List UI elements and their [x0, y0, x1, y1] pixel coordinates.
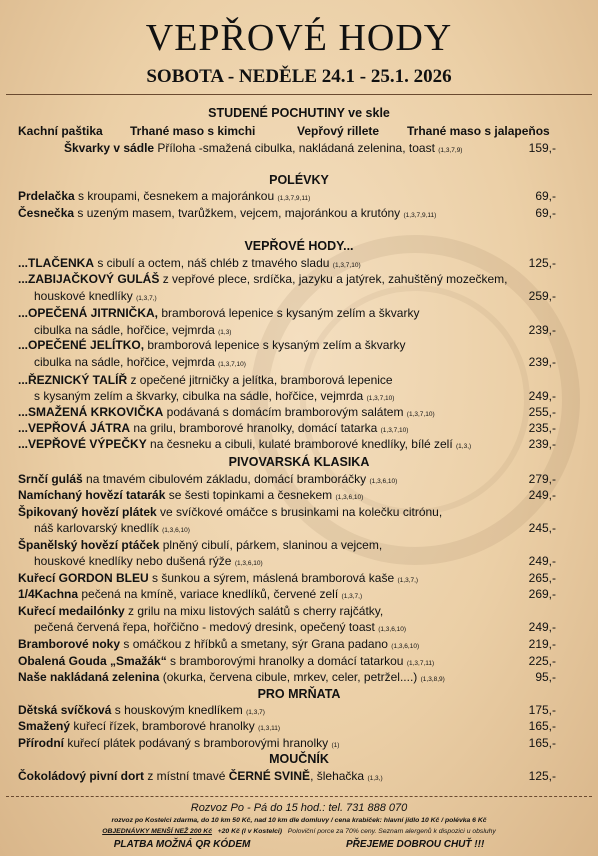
menu-item: Prdelačka s kroupami, česnekem a majoránkou (1,3,7,9,11)	[18, 189, 311, 203]
price: 239,-	[528, 323, 556, 337]
price: 95,-	[535, 670, 556, 684]
price: 239,-	[528, 437, 556, 451]
footer-delivery-terms: rozvoz po Kostelci zdarma, do 10 km 50 Kč, nad 10 km dle domluvy / cena krabiček: hlavní jídlo 10 Kč / polévka 6 Kč	[111, 817, 487, 824]
menu-item: Namíchaný hovězí tatarák se šesti topinkami a česnekem (1,3,6,10)	[18, 488, 364, 502]
cold-item: Kachní paštika	[18, 124, 103, 138]
price: 159,-	[528, 141, 556, 155]
price: 255,-	[528, 405, 556, 419]
menu-item: 1/4Kachna pečená na kmíně, variace knedlíků, červené zelí (1,3,7,)	[18, 587, 363, 601]
price: 165,-	[528, 719, 556, 733]
price: 269,-	[528, 587, 556, 601]
section-heading-brewery: PIVOVARSKÁ KLASIKA	[228, 455, 370, 469]
footer-notes: OBJEDNÁVKY MENŠÍ NEŽ 200 Kč +20 Kč (l v Kostelci) Poloviční porce za 70% ceny. Seznam alergenů k dispozici u obsluhy	[102, 828, 496, 835]
price: 69,-	[535, 189, 556, 203]
menu-item: ...ZABIJAČKOVÝ GULÁŠ z vepřové plece, srdíčka, jazyku a jatýrek, zahuštěný mozečkem,	[18, 272, 508, 286]
menu-item: ...ŘEZNICKÝ TALÍŘ z opečené jitrničky a jelítka, bramborová lepenice	[18, 373, 393, 387]
cold-item: Trhané maso s kimchi	[130, 124, 256, 138]
menu-item: Čokoládový pivní dort z místní tmavé ČERNÉ SVINĚ, šlehačka (1,3,)	[18, 769, 383, 783]
menu-item: Kuřecí GORDON BLEU s šunkou a sýrem, máslená bramborová kaše (1,3,7,)	[18, 571, 419, 585]
menu-item: Naše nakládaná zelenina (okurka, červena cibule, mrkev, celer, petržel....) (1,3,8,9)	[18, 670, 445, 684]
divider	[6, 94, 592, 95]
menu-item-cont: houskové knedlíky (1,3,7,)	[34, 289, 157, 303]
menu-item: ...SMAŽENÁ KRKOVIČKA podávaná s domácím bramborovým salátem (1,3,7,10)	[18, 405, 435, 419]
menu-item: Bramborové noky s omáčkou z hříbků a smetany, sýr Grana padano (1,3,6,10)	[18, 637, 420, 651]
footer-bottom: PLATBA MOŽNÁ QR KÓDEM PŘEJEME DOBROU CHUŤ !!!	[113, 839, 485, 850]
menu-item: ...TLAČENKA s cibulí a octem, náš chléb z tmavého sladu (1,3,7,10)	[18, 256, 361, 270]
cold-item: Trhané maso s jalapeňos	[407, 124, 550, 138]
menu-title: VEPŘOVÉ HODY	[145, 17, 453, 59]
menu-item: Obalená Gouda „Smažák“ s bramborovými hranolky a domácí tatarkou (1,3,7,11)	[18, 654, 435, 668]
menu-item-cont: cibulka na sádle, hořčice, vejmrda (1,3,7,10)	[34, 355, 246, 369]
price: 239,-	[528, 355, 556, 369]
price: 265,-	[528, 571, 556, 585]
menu-item-cont: pečená červená řepa, hořčično - medový dresink, opečený toast (1,3,6,10)	[34, 620, 407, 634]
menu-item-cont: s kysaným zelím a škvarky, cibulka na sádle, hořčice, vejmrda (1,3,7,10)	[34, 389, 395, 403]
price: 235,-	[528, 421, 556, 435]
price: 175,-	[528, 703, 556, 717]
price: 165,-	[528, 736, 556, 750]
price: 249,-	[528, 554, 556, 568]
price: 249,-	[528, 488, 556, 502]
price: 125,-	[528, 256, 556, 270]
menu-item: Dětská svíčková s houskovým knedlíkem (1,3,7)	[18, 703, 265, 717]
menu-item: Španělský hovězí ptáček plněný cibulí, párkem, slaninou a vejcem,	[18, 538, 383, 552]
menu-item: Smažený kuřecí řízek, bramborové hranolky (1,3,11)	[18, 719, 281, 733]
menu-item-cont: houskové knedlíky nebo dušená rýže (1,3,6,10)	[34, 554, 263, 568]
price: 125,-	[528, 769, 556, 783]
section-heading-dessert: MOUČNÍK	[269, 752, 329, 766]
section-heading-soups: POLÉVKY	[269, 173, 329, 187]
menu-item-cont: náš karlovarský knedlík (1,3,6,10)	[34, 521, 190, 535]
price: 225,-	[528, 654, 556, 668]
section-heading-kids: PRO MRŇATA	[257, 687, 341, 701]
menu-item: Špikovaný hovězí plátek ve svíčkové omáčce s brusinkami na kolečku citrónu,	[18, 505, 443, 519]
cold-item: Vepřový rillete	[297, 124, 380, 138]
section-heading-cold: STUDENÉ POCHUTINY ve skle	[208, 106, 390, 120]
price: 69,-	[535, 206, 556, 220]
menu-item: Česnečka s uzeným masem, tvarůžkem, vejcem, majoránkou a krutóny (1,3,7,9,11)	[18, 206, 437, 220]
menu-item: ...VEPŘOVÁ JÁTRA na grilu, bramborové hranolky, domácí tatarka (1,3,7,10)	[18, 421, 409, 435]
menu-date: SOBOTA - NEDĚLE 24.1 - 25.1. 2026	[146, 66, 452, 87]
menu-item: ...OPEČENÁ JITRNIČKA, bramborová lepenice s kysaným zelím a škvarky	[18, 306, 420, 320]
section-heading-pork: VEPŘOVÉ HODY...	[244, 239, 354, 253]
price: 249,-	[528, 620, 556, 634]
menu-item-cont: cibulka na sádle, hořčice, vejmrda (1,3)	[34, 323, 232, 337]
footer-delivery: Rozvoz Po - Pá do 15 hod.: tel. 731 888 070	[190, 802, 408, 814]
menu-item: Kuřecí medailónky z grilu na mixu listových salátů s cherry rajčátky,	[18, 604, 384, 618]
menu-item: ...OPEČENÉ JELÍTKO, bramborová lepenice s kysaným zelím a škvarky	[18, 338, 406, 352]
price: 249,-	[528, 389, 556, 403]
menu-item: Srnčí guláš na tmavém cibulovém základu, domácí bramboráčky (1,3,6,10)	[18, 472, 398, 486]
price: 245,-	[528, 521, 556, 535]
menu-item: ...VEPŘOVÉ VÝPEČKY na česneku a cibuli, kulaté bramborové knedlíky, bílé zelí (1,3,)	[18, 437, 472, 451]
price: 279,-	[528, 472, 556, 486]
menu-item: Škvarky v sádle Příloha -smažená cibulka, nakládaná zelenina, toast (1,3,7,9)	[64, 141, 463, 155]
menu-item: Přírodní kuřecí plátek podávaný s bramborovými hranolky (1)	[18, 736, 340, 750]
divider	[6, 796, 592, 797]
price: 219,-	[528, 637, 556, 651]
price: 259,-	[528, 289, 556, 303]
